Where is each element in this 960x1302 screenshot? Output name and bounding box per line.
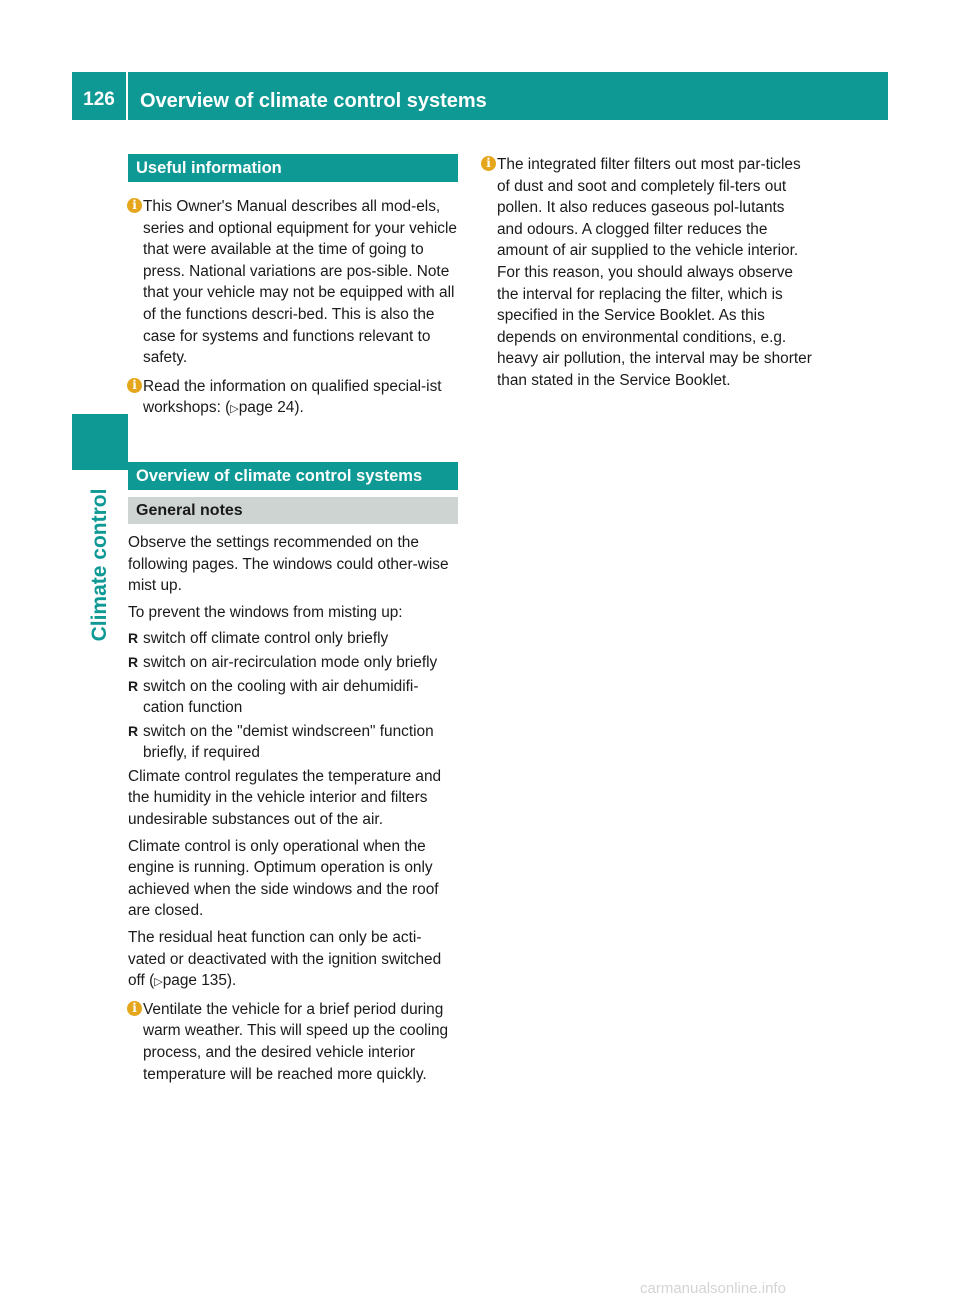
info-note — [482, 154, 812, 392]
bullet-mark: R — [128, 722, 139, 739]
general-notes-heading: General notes — [128, 497, 458, 524]
page-ref-link[interactable]: page 135). — [162, 972, 237, 990]
paragraph: To prevent the windows from misting up: — [128, 603, 403, 621]
info-icon: i — [127, 198, 142, 213]
info-icon: i — [127, 1001, 142, 1016]
paragraph: Climate control regulates the temperature and the humidity in the vehicle interior and filters undesirable substances out of the air. — [128, 767, 442, 829]
paragraph: Climate control is only operational when the engine is running. Optimum operation is only achieved when the side windows and the roof are closed. — [128, 837, 439, 920]
info-icon: i — [127, 378, 142, 393]
list-item — [128, 676, 458, 719]
page-number: 126 — [72, 72, 128, 120]
list-item — [128, 628, 458, 650]
page-title: Overview of climate control systems — [140, 89, 487, 112]
triangle-right-icon: ▷ — [154, 976, 163, 989]
list-item-text: switch off climate control only briefly — [143, 630, 389, 648]
paragraph — [128, 927, 458, 994]
overview-heading: Overview of climate control systems — [128, 462, 458, 490]
page-ref-link[interactable]: page 24). — [238, 399, 304, 417]
bullet-mark: R — [128, 677, 139, 694]
note-text: Ventilate the vehicle for a brief period during warm weather. This will speed up the cooling process, and the desired vehicle interior temperature will be reached more quickly. — [143, 1000, 449, 1083]
useful-info-heading: Useful information — [128, 154, 458, 182]
side-tab-label: Climate control — [88, 488, 111, 642]
bullet-mark: R — [128, 653, 139, 670]
left-column — [128, 154, 458, 1092]
note-text: This Owner's Manual describes all mod-els, series and optional equipment for your vehicle that were available at the time of going to press. National variations are pos-sible. Note that your vehicle may not be equipped with all of the functions descri-bed. This is also the case for systems and functions relevant to safety. — [143, 198, 457, 367]
info-icon: i — [481, 156, 496, 171]
page-header — [72, 72, 888, 120]
list-item-text: switch on air-recirculation mode only briefly — [143, 653, 438, 671]
bullet-mark: R — [128, 630, 139, 647]
triangle-right-icon: ▷ — [230, 403, 239, 416]
list-item — [128, 652, 458, 674]
side-tab-block — [72, 414, 128, 470]
note-text: Read the information on qualified special-ist workshops: ( — [143, 377, 442, 417]
info-note — [128, 999, 458, 1085]
paragraph: Observe the settings recommended on the following pages. The windows could other-wise mist up. — [128, 533, 449, 595]
list-item — [128, 721, 458, 764]
paragraph-text: The residual heat function can only be acti-vated or deactivated with the ignition switched off ( — [128, 929, 442, 990]
watermark: carmanualsonline.info — [640, 1280, 786, 1297]
list-item-text: switch on the cooling with air dehumidifi-cation function — [143, 677, 419, 717]
list-item-text: switch on the "demist windscreen" function briefly, if required — [143, 722, 434, 762]
info-note — [128, 196, 458, 369]
note-text: The integrated filter filters out most par-ticles of dust and soot and completely fil-ters out pollen. It also reduces gaseous pol-lutants and odours. A clogged filter reduces the amount of air supplied to the vehicle interior. For this reason, you should always observe the interval for replacing the filter, which is specified in the Service Booklet. As this depends on environmental conditions, e.g. heavy air pollution, the interval may be shorter than stated in the Service Booklet. — [497, 156, 812, 389]
info-note — [128, 376, 458, 421]
right-column — [482, 154, 812, 399]
